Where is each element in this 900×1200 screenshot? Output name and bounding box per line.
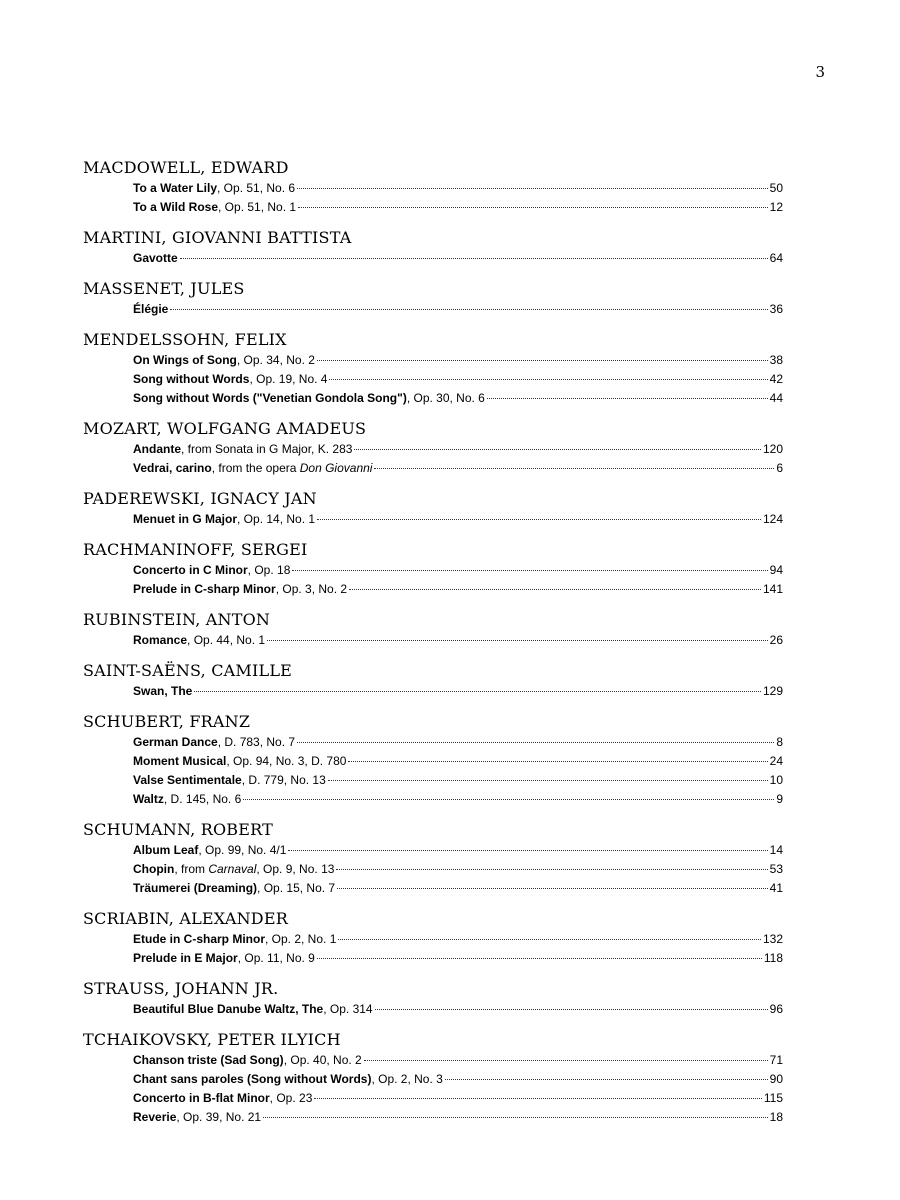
piece-detail: , from Sonata in G Major, K. 283	[181, 442, 353, 456]
piece-title: Chanson triste (Sad Song)	[133, 1053, 284, 1067]
entry-title-wrap	[133, 198, 296, 217]
page-ref: 24	[769, 754, 783, 768]
dot-leader	[337, 888, 768, 889]
toc-entry[interactable]	[133, 179, 783, 198]
dot-leader	[317, 519, 761, 520]
page-ref: 124	[762, 512, 783, 526]
composer-name: MASSENET, JULES	[83, 279, 245, 298]
composer-name: PADEREWSKI, IGNACY JAN	[83, 489, 317, 508]
piece-detail: , Op. 51, No. 1	[218, 200, 297, 214]
piece-detail: , D. 145, No. 6	[163, 792, 242, 806]
toc-entry[interactable]	[133, 841, 783, 860]
toc-entry[interactable]	[133, 879, 783, 898]
dot-leader	[288, 850, 767, 851]
toc-entry[interactable]	[133, 1051, 783, 1070]
toc-entry[interactable]	[133, 370, 783, 389]
entry-title-wrap	[133, 1089, 312, 1108]
toc-entry[interactable]	[133, 790, 783, 809]
dot-leader	[336, 869, 767, 870]
entry-title-wrap	[133, 879, 335, 898]
composer-name: SCHUMANN, ROBERT	[83, 820, 273, 839]
page-ref: 94	[769, 563, 783, 577]
entry-title-wrap	[133, 1070, 443, 1089]
piece-detail: , Op. 3, No. 2	[275, 582, 348, 596]
composer-name: MOZART, WOLFGANG AMADEUS	[83, 419, 367, 438]
page-ref: 64	[769, 251, 783, 265]
piece-title: Song without Words ("Venetian Gondola Song")	[133, 391, 407, 405]
dot-leader	[298, 207, 768, 208]
composer-section	[83, 660, 783, 701]
piece-title: Chant sans paroles (Song without Words)	[133, 1072, 372, 1086]
composer-section	[83, 488, 783, 529]
page-ref: 14	[769, 843, 783, 857]
dot-leader	[194, 691, 761, 692]
composer-section	[83, 711, 783, 809]
piece-title: To a Wild Rose	[133, 200, 219, 214]
composer-name: STRAUSS, JOHANN JR.	[83, 979, 279, 998]
entry-title-wrap	[133, 1108, 261, 1127]
piece-detail: , Op. 34, No. 2	[236, 353, 315, 367]
piece-title: Prelude in E Major	[133, 951, 238, 965]
page-ref: 41	[769, 881, 783, 895]
entry-title-wrap	[133, 930, 336, 949]
dot-leader	[297, 742, 774, 743]
composer-name: SCHUBERT, FRANZ	[83, 712, 251, 731]
entry-title-wrap	[133, 860, 334, 879]
piece-detail: , Op. 2, No. 1	[265, 932, 337, 946]
composer-name: SAINT-SAËNS, CAMILLE	[83, 661, 293, 680]
piece-detail: , Op. 51, No. 6	[217, 181, 296, 195]
piece-detail: , Op. 40, No. 2	[283, 1053, 362, 1067]
composer-section	[83, 329, 783, 408]
entry-title-wrap	[133, 790, 241, 809]
piece-detail: , Op. 94, No. 3, D. 780	[226, 754, 347, 768]
dot-leader	[328, 780, 768, 781]
piece-title: Beautiful Blue Danube Waltz, The	[133, 1002, 324, 1016]
entry-title-wrap	[133, 841, 286, 860]
entry-title-wrap	[133, 682, 192, 701]
entry-title-wrap	[133, 389, 485, 408]
composer-name: SCRIABIN, ALEXANDER	[83, 909, 288, 928]
composer-section	[83, 157, 783, 217]
piece-title: Song without Words	[133, 372, 250, 386]
piece-title: Reverie	[133, 1110, 177, 1124]
piece-title: Album Leaf	[133, 843, 199, 857]
page-ref: 118	[763, 951, 783, 965]
page-ref: 8	[776, 735, 783, 749]
composer-name: RUBINSTEIN, ANTON	[83, 610, 271, 629]
dot-leader	[374, 468, 774, 469]
toc-entry[interactable]	[133, 561, 783, 580]
piece-detail: , Op. 19, No. 4	[249, 372, 328, 386]
toc-entry[interactable]	[133, 752, 783, 771]
entry-title-wrap	[133, 949, 315, 968]
toc-entry[interactable]	[133, 389, 783, 408]
dot-leader	[354, 449, 761, 450]
dot-leader	[487, 398, 768, 399]
composer-section	[83, 908, 783, 968]
dot-leader	[292, 570, 767, 571]
composer-name: MENDELSSOHN, FELIX	[83, 330, 287, 349]
piece-title: On Wings of Song	[133, 353, 237, 367]
dot-leader	[338, 939, 761, 940]
toc-entry[interactable]	[133, 580, 783, 599]
page-ref: 115	[763, 1091, 783, 1105]
toc-entry[interactable]	[133, 510, 783, 529]
composer-name: RACHMANINOFF, SERGEI	[83, 540, 308, 559]
piece-title: Träumerei (Dreaming)	[133, 881, 258, 895]
entry-title-wrap	[133, 351, 315, 370]
toc-entry[interactable]	[133, 930, 783, 949]
piece-title: Valse Sentimentale	[133, 773, 242, 787]
page-ref: 96	[769, 1002, 783, 1016]
piece-detail: , Op. 15, No. 7	[257, 881, 336, 895]
composer-section	[83, 609, 783, 650]
dot-leader	[263, 1117, 768, 1118]
page-ref: 38	[769, 353, 783, 367]
entry-title-wrap	[133, 249, 178, 268]
entry-title-wrap	[133, 561, 290, 580]
toc-entry[interactable]	[133, 198, 783, 217]
dot-leader	[317, 958, 762, 959]
page-ref: 90	[769, 1072, 783, 1086]
entry-title-wrap	[133, 459, 372, 478]
composer-section	[83, 819, 783, 898]
piece-title: Élégie	[133, 302, 169, 316]
piece-detail: , Op. 314	[323, 1002, 373, 1016]
piece-detail: , Op. 11, No. 9	[237, 951, 315, 965]
composer-section	[83, 227, 783, 268]
entry-title-wrap	[133, 733, 295, 752]
entry-title-wrap	[133, 580, 347, 599]
piece-title: Swan, The	[133, 684, 193, 698]
toc-entry[interactable]	[133, 733, 783, 752]
dot-leader	[170, 309, 767, 310]
toc-entry[interactable]	[133, 459, 783, 478]
page-ref: 18	[769, 1110, 783, 1124]
piece-detail-italic: Carnaval	[208, 862, 257, 876]
toc-entry[interactable]	[133, 682, 783, 701]
dot-leader	[243, 799, 774, 800]
piece-title: To a Water Lily	[133, 181, 218, 195]
piece-detail: , D. 779, No. 13	[241, 773, 326, 787]
dot-leader	[267, 640, 768, 641]
piece-detail: , Op. 99, No. 4/1	[198, 843, 287, 857]
page-ref: 42	[769, 372, 783, 386]
composer-section	[83, 418, 783, 478]
dot-leader	[348, 761, 767, 762]
piece-title: Vedrai, carino	[133, 461, 212, 475]
dot-leader	[329, 379, 767, 380]
composer-section	[83, 278, 783, 319]
page-ref: 12	[769, 200, 783, 214]
piece-detail: , Op. 39, No. 21	[176, 1110, 262, 1124]
piece-detail: , Op. 2, No. 3	[371, 1072, 443, 1086]
page-ref: 9	[776, 792, 783, 806]
page-ref: 26	[769, 633, 783, 647]
page-ref: 129	[762, 684, 783, 698]
piece-title: Gavotte	[133, 251, 178, 265]
dot-leader	[364, 1060, 768, 1061]
piece-detail: , Op. 23	[269, 1091, 313, 1105]
page-ref: 6	[776, 461, 783, 475]
composer-section	[83, 1029, 783, 1127]
piece-title: Waltz	[133, 792, 164, 806]
entry-title-wrap	[133, 752, 346, 771]
dot-leader	[314, 1098, 761, 1099]
page-ref: 53	[769, 862, 783, 876]
entry-title-wrap	[133, 771, 326, 790]
page-ref: 10	[769, 773, 783, 787]
composer-section	[83, 978, 783, 1019]
page-ref: 71	[769, 1053, 783, 1067]
piece-detail: , D. 783, No. 7	[217, 735, 296, 749]
composer-name: MARTINI, GIOVANNI BATTISTA	[83, 228, 352, 247]
composer-section	[83, 539, 783, 599]
toc-entry[interactable]	[133, 440, 783, 459]
piece-detail: , Op. 44, No. 1	[187, 633, 266, 647]
piece-detail-after: , Op. 9, No. 13	[256, 862, 335, 876]
page-ref: 44	[769, 391, 783, 405]
entry-title-wrap	[133, 1051, 362, 1070]
toc-entry[interactable]	[133, 351, 783, 370]
entry-title-wrap	[133, 1000, 373, 1019]
piece-detail: , from	[174, 862, 209, 876]
toc-entry[interactable]	[133, 1089, 783, 1108]
page-ref: 120	[762, 442, 783, 456]
entry-title-wrap	[133, 370, 327, 389]
page-ref: 141	[762, 582, 783, 596]
piece-title: Concerto in B-flat Minor	[133, 1091, 270, 1105]
page-ref: 36	[769, 302, 783, 316]
piece-title: Concerto in C Minor	[133, 563, 248, 577]
piece-title: Chopin	[133, 862, 175, 876]
piece-title: Menuet in G Major	[133, 512, 238, 526]
composer-name: TCHAIKOVSKY, PETER ILYICH	[83, 1030, 341, 1049]
dot-leader	[445, 1079, 768, 1080]
piece-title: Moment Musical	[133, 754, 227, 768]
toc-entry[interactable]	[133, 631, 783, 650]
dot-leader	[349, 589, 761, 590]
toc-entry[interactable]	[133, 300, 783, 319]
entry-title-wrap	[133, 631, 265, 650]
entry-title-wrap	[133, 179, 295, 198]
piece-detail: , Op. 18	[247, 563, 291, 577]
piece-title: German Dance	[133, 735, 218, 749]
toc-entry[interactable]	[133, 771, 783, 790]
dot-leader	[180, 258, 768, 259]
toc-entry[interactable]	[133, 1108, 783, 1127]
toc-entry[interactable]	[133, 1000, 783, 1019]
piece-detail-italic: Don Giovanni	[299, 461, 373, 475]
piece-title: Prelude in C-sharp Minor	[133, 582, 276, 596]
table-of-contents	[83, 156, 783, 1137]
toc-entry[interactable]	[133, 249, 783, 268]
piece-detail: , Op. 30, No. 6	[406, 391, 485, 405]
toc-entry[interactable]	[133, 949, 783, 968]
piece-title: Romance	[133, 633, 188, 647]
entry-title-wrap	[133, 440, 352, 459]
composer-name: MACDOWELL, EDWARD	[83, 158, 289, 177]
entry-title-wrap	[133, 510, 315, 529]
toc-entry[interactable]	[133, 1070, 783, 1089]
page-ref: 50	[769, 181, 783, 195]
dot-leader	[375, 1009, 768, 1010]
piece-title: Etude in C-sharp Minor	[133, 932, 265, 946]
page-ref: 132	[762, 932, 783, 946]
page-number: 3	[815, 63, 825, 81]
piece-detail: , from the opera	[211, 461, 300, 475]
piece-detail: , Op. 14, No. 1	[237, 512, 316, 526]
toc-entry[interactable]	[133, 860, 783, 879]
dot-leader	[317, 360, 768, 361]
piece-title: Andante	[133, 442, 181, 456]
dot-leader	[297, 188, 768, 189]
entry-title-wrap	[133, 300, 168, 319]
